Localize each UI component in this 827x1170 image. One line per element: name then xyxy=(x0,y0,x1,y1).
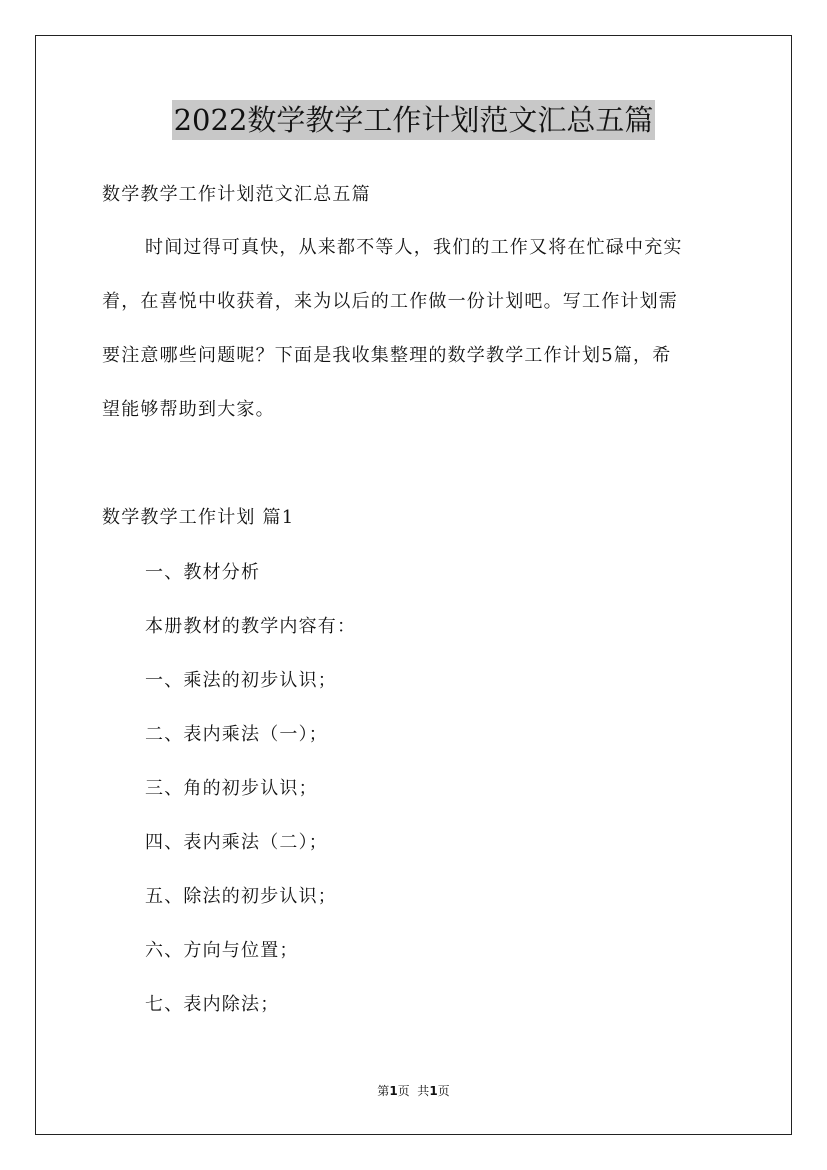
intro-line: 时间过得可真快，从来都不等人，我们的工作又将在忙碌中充实 xyxy=(145,237,683,258)
document-title: 2022数学教学工作计划范文汇总五篇 xyxy=(172,100,656,140)
intro-line: 望能够帮助到大家。 xyxy=(102,399,275,420)
page-number-suffix: 页 xyxy=(437,1084,450,1098)
section-heading: 数学教学工作计划 篇1 xyxy=(102,507,295,528)
intro-line: 要注意哪些问题呢？下面是我收集整理的数学教学工作计划5篇，希 xyxy=(102,345,672,366)
page-footer xyxy=(0,1083,827,1099)
section-item: 一、教材分析 xyxy=(145,562,261,583)
document-subtitle: 数学教学工作计划范文汇总五篇 xyxy=(102,184,371,205)
section-item: 一、乘法的初步认识； xyxy=(145,670,337,691)
section-item: 五、除法的初步认识； xyxy=(145,886,337,907)
section-item: 本册教材的教学内容有： xyxy=(145,616,357,637)
section-item: 二、表内乘法（一）； xyxy=(145,724,328,745)
page-number-total: 1 xyxy=(429,1084,438,1098)
intro-line: 着，在喜悦中收获着，来为以后的工作做一份计划吧。写工作计划需 xyxy=(102,291,678,312)
page-number-prefix: 第 xyxy=(377,1084,390,1098)
page-number-current: 1 xyxy=(389,1084,398,1098)
section-item: 七、表内除法； xyxy=(145,994,280,1015)
title-container xyxy=(0,100,827,140)
section-item: 三、角的初步认识； xyxy=(145,778,318,799)
section-item: 六、方向与位置； xyxy=(145,940,299,961)
section-item: 四、表内乘法（二）； xyxy=(145,832,328,853)
page-number-mid: 页 共 xyxy=(397,1084,430,1098)
